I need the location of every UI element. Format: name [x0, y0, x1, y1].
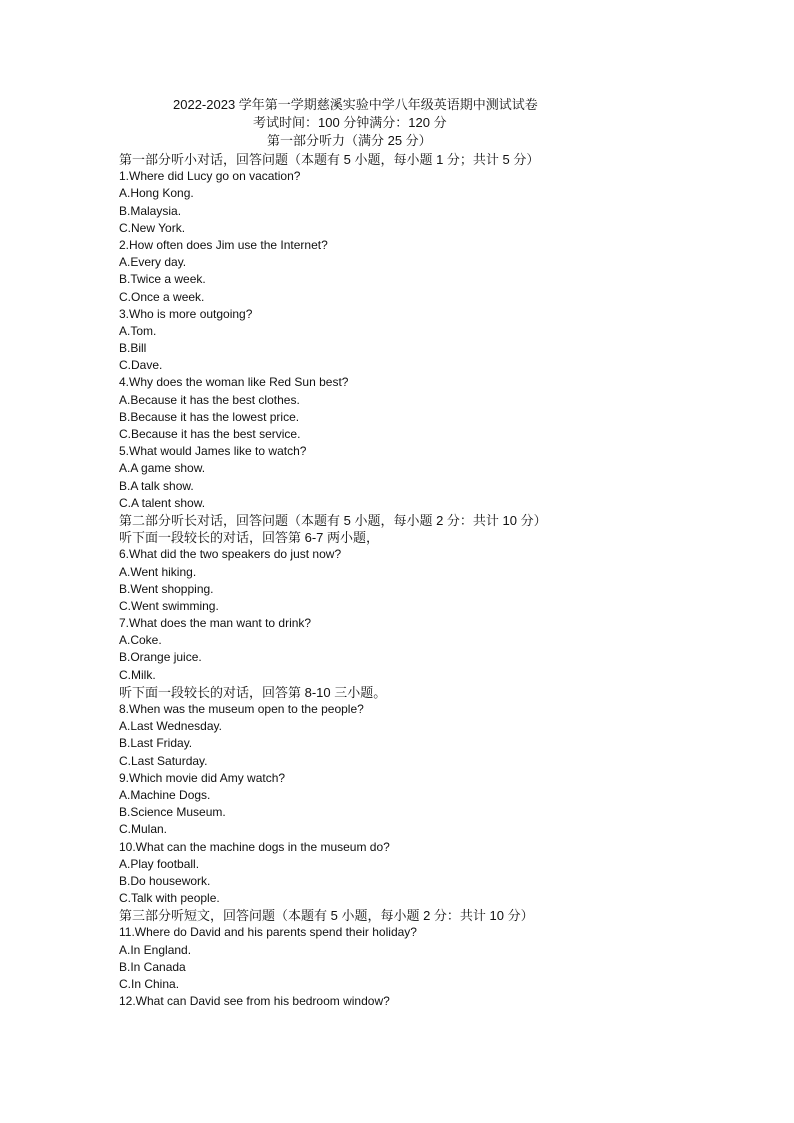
part-title: 第一部分听力（满分 25 分）: [267, 133, 432, 148]
question-line: B.Went shopping.: [119, 581, 214, 596]
question-line: 10.What can the machine dogs in the museum do?: [119, 839, 390, 854]
question-line: C.Talk with people.: [119, 891, 220, 906]
question-line: C.Because it has the best service.: [119, 427, 301, 441]
question-line: 5.What would James like to watch?: [119, 444, 307, 459]
question-line: 7.What does the man want to drink?: [119, 616, 312, 631]
question-line: C.Went swimming.: [119, 598, 219, 613]
section-heading: 听下面一段较长的对话，回答第 8-10 三小题。: [119, 684, 387, 700]
question-line: B.Science Museum.: [119, 805, 226, 820]
question-line: C.Milk.: [119, 667, 156, 682]
question-line: B.Do housework.: [119, 873, 211, 888]
question-line: A.Because it has the best clothes.: [119, 392, 300, 407]
question-line: C.A talent show.: [119, 495, 206, 510]
question-line: 2.How often does Jim use the Internet?: [119, 237, 328, 252]
question-line: B.Bill: [119, 341, 147, 356]
exam-body: [119, 151, 779, 1010]
question-line: 12.What can David see from his bedroom window?: [119, 994, 390, 1009]
question-line: A.Went hiking.: [119, 564, 197, 579]
question-line: A.Every day.: [119, 255, 187, 270]
question-line: B.In Canada: [119, 959, 186, 974]
question-line: C.Mulan.: [119, 822, 168, 837]
question-line: A.Machine Dogs.: [119, 787, 211, 802]
question-line: 1.Where did Lucy go on vacation?: [119, 169, 301, 184]
exam-title: 2022-2023 学年第一学期慈溪实验中学八年级英语期中测试试卷: [173, 97, 538, 112]
question-line: A.In England.: [119, 942, 192, 957]
question-line: B.Orange juice.: [119, 650, 202, 665]
question-line: A.Play football.: [119, 856, 200, 871]
question-line: 8.When was the museum open to the people?: [119, 702, 364, 716]
question-line: B.Malaysia.: [119, 203, 182, 218]
question-line: 4.Why does the woman like Red Sun best?: [119, 375, 349, 390]
section-heading: 第二部分听长对话，回答问题（本题有 5 小题，每小题 2 分：共计 10 分）: [119, 512, 547, 528]
question-line: 11.Where do David and his parents spend their holiday?: [119, 925, 417, 940]
question-line: 9.Which movie did Amy watch?: [119, 770, 286, 785]
section-heading: 第一部分听小对话，回答问题（本题有 5 小题，每小题 1 分；共计 5 分）: [119, 152, 540, 167]
question-line: B.Twice a week.: [119, 272, 206, 287]
question-line: A.A game show.: [119, 461, 206, 476]
section-heading: 第三部分听短文，回答问题（本题有 5 小题，每小题 2 分：共计 10 分）: [119, 908, 534, 924]
question-line: B.Because it has the lowest price.: [119, 409, 300, 424]
question-line: 3.Who is more outgoing?: [119, 306, 253, 321]
question-line: C.Last Saturday.: [119, 753, 208, 768]
question-line: 6.What did the two speakers do just now?: [119, 547, 342, 562]
question-line: B.Last Friday.: [119, 736, 193, 751]
question-line: C.Once a week.: [119, 289, 205, 304]
question-line: A.Coke.: [119, 633, 162, 648]
question-line: C.New York.: [119, 220, 186, 235]
question-line: A.Last Wednesday.: [119, 719, 222, 734]
question-line: C.In China.: [119, 977, 180, 991]
question-line: A.Tom.: [119, 323, 157, 338]
question-line: A.Hong Kong.: [119, 186, 194, 201]
section-heading: 听下面一段较长的对话，回答第 6-7 两小题，: [119, 530, 380, 546]
exam-info: 考试时间：100 分钟满分：120 分: [253, 115, 447, 130]
question-line: B.A talk show.: [119, 478, 194, 493]
question-line: C.Dave.: [119, 358, 163, 373]
